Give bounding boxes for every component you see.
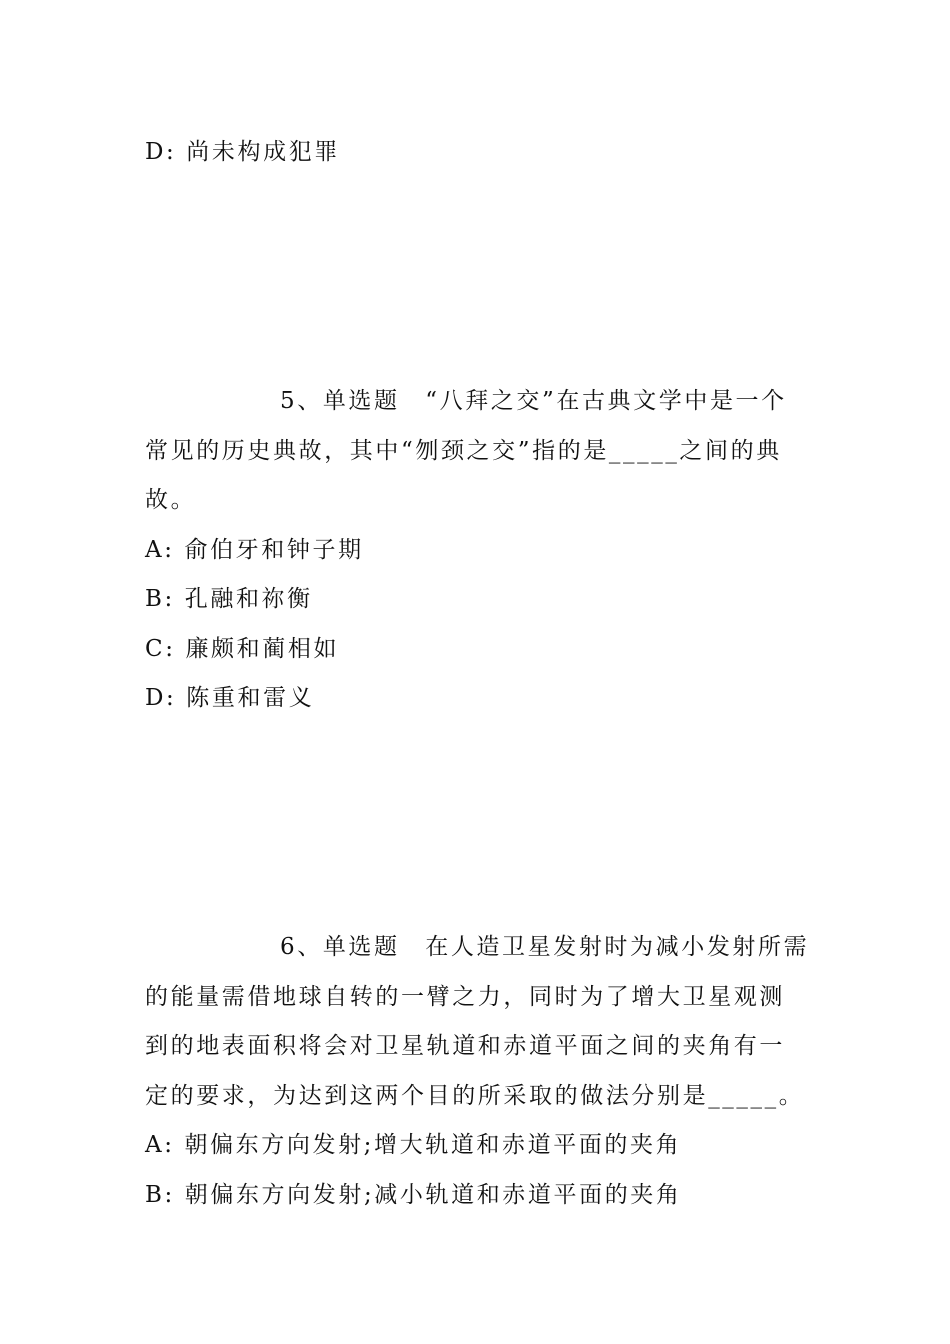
question-6-stem-line-1: 6、单选题 在人造卫星发射时为减小发射所需 [280, 934, 810, 960]
question-6-option-b: B: 朝偏东方向发射;减小轨道和赤道平面的夹角 [145, 1182, 682, 1208]
question-6-stem-line-2: 的能量需借地球自转的一臂之力，同时为了增大卫星观测 [145, 984, 785, 1010]
question-5-option-c: C: 廉颇和蔺相如 [145, 636, 340, 662]
question-5-stem-line-1: 5、单选题 “八拜之交”在古典文学中是一个 [280, 388, 787, 414]
question-5-option-b: B: 孔融和祢衡 [145, 586, 313, 612]
prev-question-option-d: D: 尚未构成犯罪 [145, 139, 340, 165]
question-6-stem-line-4: 定的要求，为达到这两个目的所采取的做法分别是_____。 [145, 1083, 805, 1109]
question-5-option-a: A: 俞伯牙和钟子期 [145, 537, 364, 563]
question-5-option-d: D: 陈重和雷义 [145, 685, 315, 711]
question-6-option-a: A: 朝偏东方向发射;增大轨道和赤道平面的夹角 [145, 1132, 682, 1158]
question-5-stem-line-2: 常见的历史典故，其中“刎颈之交”指的是_____之间的典 [145, 438, 782, 464]
question-5-stem-line-3: 故。 [145, 487, 197, 513]
question-6-stem-line-3: 到的地表面积将会对卫星轨道和赤道平面之间的夹角有一 [145, 1033, 785, 1059]
